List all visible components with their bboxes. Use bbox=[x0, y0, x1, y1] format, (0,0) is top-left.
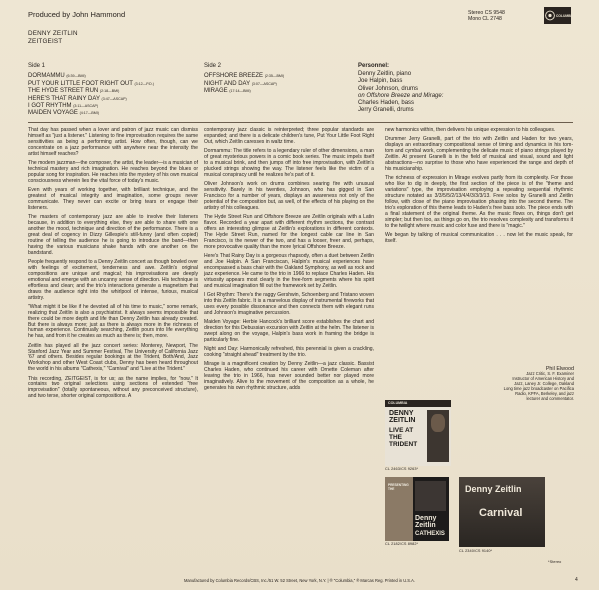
track: NIGHT AND DAY (3:07—ASCAP) bbox=[204, 80, 277, 87]
album-cover-subtitle: LIVE AT THE TRIDENT bbox=[389, 427, 418, 448]
author-title: Jazz, Laney Jr. College, Oakland bbox=[514, 381, 574, 387]
personnel-line: Denny Zeitlin, piano bbox=[358, 71, 412, 78]
paragraph: The richness of expression in Mirage evolves partly from its complexity. For those who like to dig in deeply, the first section of the piece is of the "theme and variations" type, the improvisation employing a repeating sequential rhythmic structure notated as 3/3/5/5/2/13/4/4/3/3/3/13. Free solos by Granelli and Zeitlin follow, with close of the piano improvisation phasing into the second theme. The trio's exploration of this theme leads to Haden's free bass solo. The piece ends with a final statement of the original theme. As the music flows on, things don't get simpler; but then too, as things go on, the trio resolves complexity and transforms it to the twilight where music and color fuse and there is "magic." bbox=[385, 175, 573, 229]
divider bbox=[28, 122, 573, 123]
paragraph: Drummer Jerry Granelli, part of the trio with Zeitlin and Haden for two years, displays an extraordinary compositional sense of timing and dynamics in his tom-tom and cymbal work, complementing the delicate music of piano strings played by Zeitlin. At present Granelli is in the field of musical and visual, sound and light abstractions—no surprise to those who have experienced the range and depth of his musicianship. bbox=[385, 136, 573, 172]
personnel-line: Joe Halpin, bass bbox=[358, 78, 403, 85]
stereo-catalog: Stereo CS 9548 bbox=[468, 10, 505, 16]
paragraph: Maiden Voyage: Herbie Hancock's brilliant score establishes the chart and direction for this Debussian excursion with Zeitlin at the helm. The listener is swept along on the voyage, Halpin's bass work in framing the bridge is particularly fine. bbox=[204, 318, 374, 343]
track: MIRAGE (17:14—BMI) bbox=[204, 88, 251, 95]
album-caption: CL 2182/CS 8982* bbox=[385, 542, 419, 546]
album-cover-title: Denny Zeitlin bbox=[415, 515, 437, 530]
liner-notes-column-2 bbox=[204, 128, 374, 395]
personnel-list bbox=[358, 63, 443, 114]
columbia-logo-icon bbox=[544, 7, 574, 24]
paragraph: People frequently respond to a Denny Zeitlin concert as though bowled over with feelings of excitement, tenderness and awe. Zeitlin's original compositions are unique and magical; his improvisations are deeply emotional and emerge with an uncanny sense of direction. His technique is effortless and clean; and the trio's interactions generate a magnetism that draws the audience right into the whirlpool of intense, furious, musical artistry. bbox=[28, 258, 198, 301]
paragraph: The modern jazzman—the composer, the artist, the leader—is a musician of technical mastery and rich imagination. He reaches beyond the blues or popular song for inspiration. He reaches into the mystery of his own musical consciousness wherein lies the vital force of today's music. bbox=[28, 159, 198, 184]
album-heading bbox=[28, 30, 78, 45]
track: HERE'S THAT RAINY DAY (3:47—ASCAP) bbox=[28, 95, 127, 102]
album-cover-subtitle: Carnival bbox=[479, 507, 523, 519]
paragraph: The masters of contemporary jazz are able to involve their listeners because, in addition to everything else, they are able to share with one another the mood, technique and direction of the performance. There is a great deal of cogency in Dizzy Gillespie's still-funny (and often copied) routine of telling the audience he is going to introduce the band—then having the various musicians shake hands with one another on the bandstand. bbox=[28, 213, 198, 256]
album-cover-subtitle: CATHEXIS bbox=[415, 531, 445, 537]
personnel-line: on Offshore Breeze and Mirage: bbox=[358, 92, 444, 99]
paragraph: Even with years of working together, with brilliant technique, and the greatest of musical integrity and imagination, some groups never communicate. They never can excite or bring tears or engage their listeners. bbox=[28, 186, 198, 211]
album-cover-title: Denny Zeitlin bbox=[465, 484, 522, 494]
personnel-heading: Personnel: bbox=[358, 63, 390, 69]
album-caption: CL 2340/CS 9140* bbox=[459, 549, 493, 553]
paragraph: Zeitlin has played all the jazz concert series: Monterey, Newport, The Stanford Jazz Year and Summer Festival, The University of California Jazz '67 and others. Besides regular bookings at the Trident, Both/And, Jazz Workshop and other West Coast clubs, Denny has been heard throughout the world in his albums "Cathexis," "Carnival" and "Live at the Trident." bbox=[28, 342, 198, 373]
mono-catalog: Mono CL 2748 bbox=[468, 16, 502, 23]
track: OFFSHORE BREEZE (2:35—BMI) bbox=[204, 73, 285, 80]
paragraph: "What might it be like if he devoted all of his time to music," some remark, realizing that Zeitlin is also a psychiatrist. It always seems impossible that there could be more depth and life than Denny Zeitlin has already created. But there is always more; just as there is always more in the richness of human experience. Continually searching, Zeitlin pours into life everything he has, and from it he creates as much as there is; then, more. bbox=[28, 303, 198, 340]
manufacturer-footer: Manufactured by Columbia Records/CBS, Inc./51 W. 52 Street, New York, N.Y. | ® "Columbia," ® Marcas Reg. Printed in U.S.A. bbox=[183, 578, 416, 583]
author-title: lecturer and commentator. bbox=[526, 395, 574, 401]
track: MAIDEN VOYAGE (4:17—BMI) bbox=[28, 110, 99, 117]
liner-notes-column-3 bbox=[385, 128, 573, 248]
track: PUT YOUR LITTLE FOOT RIGHT OUT (3:12—P.D.) bbox=[28, 80, 154, 87]
side-2-tracklist bbox=[204, 63, 284, 96]
author-title: Long time jazz broadcaster on Pacifica bbox=[503, 386, 574, 392]
author-title: Jazz Critic, S. F. Examiner bbox=[526, 371, 574, 377]
paragraph: That day has passed when a lover and patron of jazz music can dismiss himself as "just a listener." Listening to fine improvisation requires the same sensitivities as being a performing artist. How often, though, can we concentrate on a jazz performance with anywhere near the intensity the artist himself reaches? bbox=[28, 127, 198, 157]
author-title: Instructor of American History and bbox=[512, 376, 574, 382]
paragraph: Here's That Rainy Day is a gorgeous rhapsody, often a duet between Zeitlin and Joe Halpin. A San Franciscan, Halpin's musical experiences have encompassed a bass chair with the Oakland Symphony, as well as rock and jazz experience. He came to the trio in 1966 to replace Charles Haden. His virtuosity appears most clearly in the free-form segments where his spirit and musical imagination fill out the framework set by Zeitlin. bbox=[204, 252, 374, 289]
side-1-tracklist bbox=[28, 63, 154, 118]
paragraph: The Hyde Street Run and Offshore Breeze are Zeitlin originals with a Latin flavor. Recorded a year apart with different rhythm sections, the contrast offers an interesting glimpse at Zeitlin's explorations in different contexts. The Hyde Street Run, named for the longest cable car line in San Francisco, is the newer of the two, and has a looser, freer and, perhaps, more provocative quality than the more lyrical Offshore Breeze. bbox=[204, 213, 374, 250]
paragraph: Night and Day: Harmonically refreshed, this perennial is given a crackling, cooking "straight ahead" treatment by the trio. bbox=[204, 345, 374, 358]
side-2-label: Side 2 bbox=[204, 63, 222, 69]
paragraph: new harmonics within, then delivers his unique expression to his colleagues. bbox=[385, 127, 556, 133]
personnel-line: Charles Haden, bass bbox=[358, 100, 415, 107]
album-cover-carnival bbox=[459, 477, 545, 547]
producer-credit: Produced by John Hammond bbox=[28, 10, 126, 19]
album-caption: CL 2463/CS 9263* bbox=[385, 467, 419, 471]
paragraph: contemporary jazz classic is reinterpreted; three popular standards are expanded; and there is a delicate children's tune, Put Your Little Foot Right Out, which Zeitlin caresses in waltz time. bbox=[204, 127, 374, 145]
liner-notes-column-1 bbox=[28, 128, 198, 404]
track: THE HYDE STREET RUN (2:18—BMI) bbox=[28, 88, 120, 95]
personnel-line: Oliver Johnson, drums bbox=[358, 85, 419, 92]
paragraph: Dormammu: The title refers to a legendary ruler of other dimensions, a man of great mysterious powers in a comic book series. The music impels itself to a musical brink, and then jumps off into free improvisation, with Zeitlin's plucked strings showing the way. The listener feels like the victim of a musical conspiracy until he realizes he's part of it. bbox=[204, 148, 374, 178]
author-signature bbox=[437, 366, 574, 402]
album-cover-live-at-the-trident: COLUMBIA DENNY ZEITLIN LIVE AT THE TRIDENT bbox=[385, 400, 451, 466]
author-title: Radio, KPFA, Berkeley, and jazz bbox=[515, 391, 574, 397]
stereo-note: *Stereo bbox=[548, 560, 562, 564]
author-name: Phil Elwood bbox=[545, 366, 574, 372]
side-1-label: Side 1 bbox=[28, 63, 46, 69]
album-cover-cathexis: PRESENTING THE Denny Zeitlin CATHEXIS bbox=[385, 477, 449, 541]
page-number: 4 bbox=[575, 577, 578, 583]
album-title: ZEITGEIST bbox=[28, 37, 63, 45]
album-cover-title: DENNY ZEITLIN bbox=[389, 410, 416, 425]
paragraph: I Got Rhythm: There's the raggy Gershwin, Schoenberg and Tristano woven into this Zeitlin fabric. It is a marvelous display of instrumental fireworks that uses every possible dissonance and then connects them with elegant runs and Johnson's imaginative percussion. bbox=[204, 291, 374, 316]
artist-name: DENNY ZEITLIN bbox=[28, 30, 78, 37]
logo-text: COLUMBIA bbox=[556, 14, 574, 18]
track: I GOT RHYTHM (3:11—ASCAP) bbox=[28, 103, 99, 110]
paragraph: This recording, ZEITGEIST, is for us; as the name implies, for "now." It contains two original selections using sections of extended "free improvisation" (totally spontaneous, without any preconceived structure), and two terse, shorter original compositions. A bbox=[28, 375, 198, 400]
paragraph: Oliver Johnson's work on drums combines searing fire with unusual sensitivity. Barely in his twenties, Johnson, who has gigged in San Francisco for a number of years, displays an awareness not only of the potential of the composition but, as well, of the effects of his playing on the artistry of his colleagues. bbox=[204, 181, 374, 211]
catalog-numbers bbox=[468, 10, 505, 23]
track: DORMAMMU (6:39—BMI) bbox=[28, 73, 86, 80]
paragraph: We began by talking of musical communication . . . now let the music speak, for itself. bbox=[385, 231, 573, 244]
personnel-line: Jerry Granelli, drums bbox=[358, 107, 414, 114]
paragraph: Mirage is a magnificent creation by Denny Zeitlin—a jazz classic. Bassist Charles Haden, who continued his career with Ornette Coleman after leaving the trio in 1966, has never sounded better nor played more imaginatively. Alive to the movement of the composition as a whole, he generates his own rhythmic structure, adds bbox=[204, 360, 374, 391]
